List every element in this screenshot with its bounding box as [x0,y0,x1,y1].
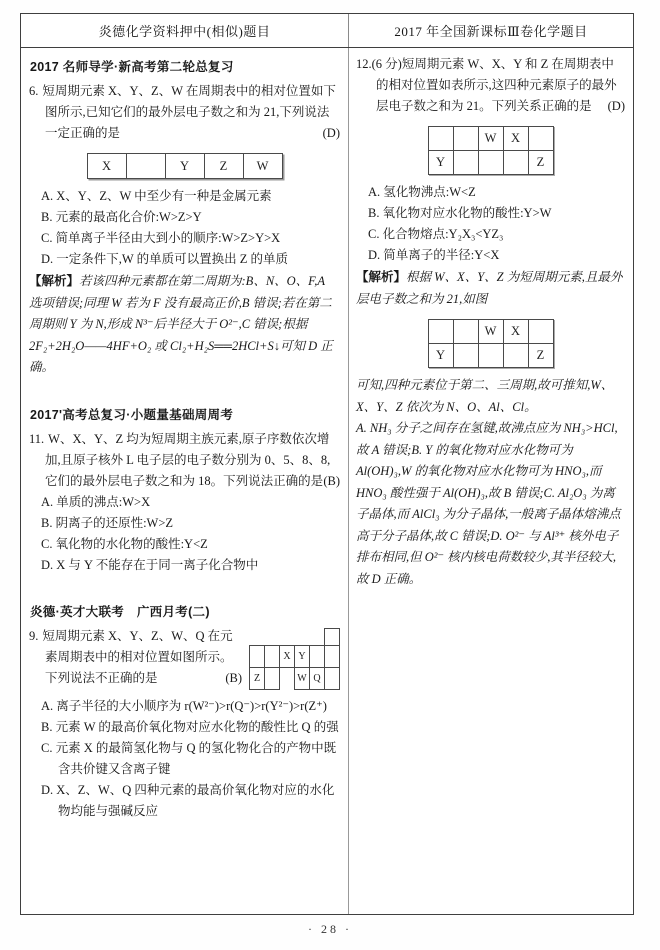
question-11 [29,429,340,576]
right-column [349,48,633,914]
table-cell [528,320,553,344]
analysis-text-1: 根据 W、X、Y、Z 为短周期元素,且最外层电子数之和为 21,如图 [356,270,623,306]
table-cell [265,645,280,667]
table-cell-empty [265,628,280,645]
table-cell [528,127,553,151]
analysis-text-3: A. NH₃ 分子之间存在氢键,故沸点应为 NH₃>HCl,故 A 错误;B. Y 的氧化物对应水化物可为 Al(OH)₃,W 的氧化物对应水化物可为 HNO₃,而 HNO₃ 酸性强于 Al(OH)₃,故 B 错误;C. Al₂O₃ 为离子晶体,而 AlCl₃ 为分子晶体,一般离子晶体熔沸点高于分子晶体,故 C 错误;D. O²⁻ 与 Al³⁺ 核外电子排布相同,但 O²⁻ 核内核电荷数较少,其半径较大,故 D 正确。 [356,421,621,586]
question-6-periodic-table [87,153,283,179]
option-c: C. 简单离子半径由大到小的顺序:W>Z>Y>X [41,231,281,245]
option-b: B. 元素的最高化合价:W>Z>Y [41,210,202,224]
table-cell [310,645,325,667]
option-b: B. 元素 W 的最高价氧化物对应水化物的酸性比 Q 的强 [41,719,339,734]
option-b: B. 氧化物对应水化物的酸性:Y>W [368,206,552,220]
table-cell [453,151,478,175]
table-cell [428,127,453,151]
option-c: C. 化合物熔点:Y₂X₃<YZ₃ [368,227,504,241]
table-cell [325,667,340,689]
question-6-answer: (D) [322,126,340,140]
option-d: D. 一定条件下,W 的单质可以置换出 Z 的单质 [41,252,288,266]
table-cell: W [478,320,503,344]
question-12-number: 12. [356,57,372,71]
question-12 [356,54,625,590]
question-12-text: 短周期元素 W、X、Y 和 Z 在周期表中的相对位置如表所示,这四种元素原子的最外层电子数之和为 21。下列关系正确的是 [376,57,617,113]
option-a: A. 单质的沸点:W>X [41,494,151,509]
question-12-score: (6 分) [371,57,402,71]
table-cell [453,344,478,368]
table-cell: Y [295,645,310,667]
table-cell-empty [310,628,325,645]
table-cell-empty [295,628,310,645]
question-9-periodic-diagram [249,628,340,690]
question-6-analysis [29,271,340,379]
analysis-text: 若该四种元素都在第二周期为:B、N、O、F,A 选项错误;同理 W 若为 F 没有最高正价,B 错误;若在第二周期则 Y 为 N,形成 N³⁻后半径大于 O²⁻,C 错误;根据 2F₂+2H₂O——4HF+O₂ 或 Cl₂+H₂S══2HCl+S↓可知 D 正确。 [29,274,333,374]
table-cell [478,151,503,175]
table-cell: W [295,667,310,689]
question-9 [29,626,340,822]
question-9-options [29,696,340,822]
question-6-options [29,186,340,270]
option-c: C. 元素 X 的最简氢化物与 Q 的氢化物化合的产物中既含共价键又含离子键 [41,740,337,776]
analysis-label: 【解析】 [356,270,407,284]
table-cell-gap [280,667,295,689]
option-d: D. X、Z、W、Q 四种元素的最高价氧化物对应的水化物均能与强碱反应 [41,782,335,818]
table-cell: Y [428,151,453,175]
header-row [21,14,633,48]
table-cell [478,344,503,368]
question-9-number: 9. [29,628,39,643]
option-a: A. 氢化物沸点:W<Z [368,185,476,199]
table-cell [503,151,528,175]
exam-sheet-frame [20,13,634,915]
analysis-periodic-table [428,319,554,368]
question-11-answer: (B) [323,473,340,488]
table-cell-empty [250,628,265,645]
option-d: D. 简单离子的半径:Y<X [368,248,500,262]
option-a: A. X、Y、Z、W 中至少有一种是金属元素 [41,189,272,203]
analysis-text-2: 可知,四种元素位于第二、三周期,故可推知,W、X、Y、Z 依次为 N、O、Al、Cl。 [356,378,614,414]
question-12-analysis [356,267,625,590]
option-d: D. X 与 Y 不能存在于同一离子化合物中 [41,557,259,572]
question-9-answer: (B) [225,670,242,685]
table-cell: Z [528,151,553,175]
page-number: · 28 · [308,922,352,936]
table-cell [453,320,478,344]
header-right-title: 2017 年全国新课标Ⅲ卷化学题目 [394,24,588,39]
section-title-yande-yingcai: 炎德·英才大联考 广西月考(二) [30,604,210,619]
table-cell [503,344,528,368]
table-cell [265,667,280,689]
table-cell: Z [528,344,553,368]
option-c: C. 氧化物的水化物的酸性:Y<Z [41,536,208,551]
question-11-stem [29,429,340,492]
two-column-body [21,48,633,914]
left-column [21,48,349,914]
question-12-answer: (D) [607,99,625,113]
table-cell [250,645,265,667]
analysis-label: 【解析】 [29,274,80,288]
question-11-number: 11. [29,431,45,446]
question-6-text: 短周期元素 X、Y、Z、W 在周期表中的相对位置如下图所示,已知它们的最外层电子数之和为 21,下列说法一定正确的是 [42,84,336,140]
question-6-stem [29,81,340,144]
table-cell: W [478,127,503,151]
question-6-number: 6. [29,84,39,98]
table-cell: X [87,154,126,179]
table-cell [325,645,340,667]
table-cell: Z [250,667,265,689]
table-cell [428,320,453,344]
section-title-mingshi-daoxue: 2017 名师导学·新高考第二轮总复习 [30,60,234,74]
question-12-stem [356,54,625,117]
table-cell: X [280,645,295,667]
table-cell: Y [165,154,204,179]
option-a: A. 离子半径的大小顺序为 r(W²⁻)>r(Q⁻)>r(Y²⁻)>r(Z⁺) [41,698,327,713]
question-9-stem [29,626,340,689]
question-6 [29,81,340,379]
section-title-gaokao-zongfuxi: 2017'高考总复习·小题量基础周周考 [30,407,234,422]
question-9-text: 短周期元素 X、Y、Z、W、Q 在元素周期表中的相对位置如图所示。下列说法不正确的是 [42,628,233,685]
table-cell [453,127,478,151]
table-cell [325,628,340,645]
question-12-options [356,182,625,266]
table-cell [126,154,165,179]
question-12-periodic-table [428,126,554,175]
table-cell: Q [310,667,325,689]
table-cell-empty [280,628,295,645]
table-cell: Y [428,344,453,368]
table-cell: Z [204,154,243,179]
option-b: B. 阴离子的还原性:W>Z [41,515,174,530]
question-11-options [29,492,340,576]
header-left-title: 炎德化学资料押中(相似)题目 [21,14,349,47]
table-cell: X [503,320,528,344]
table-cell: X [503,127,528,151]
table-cell: W [243,154,282,179]
question-11-text: W、X、Y、Z 均为短周期主族元素,原子序数依次增加,且原子核外 L 电子层的电子数分别为 0、5、8、8,它们的最外层电子数之和为 18。下列说法正确的是 [45,431,331,488]
